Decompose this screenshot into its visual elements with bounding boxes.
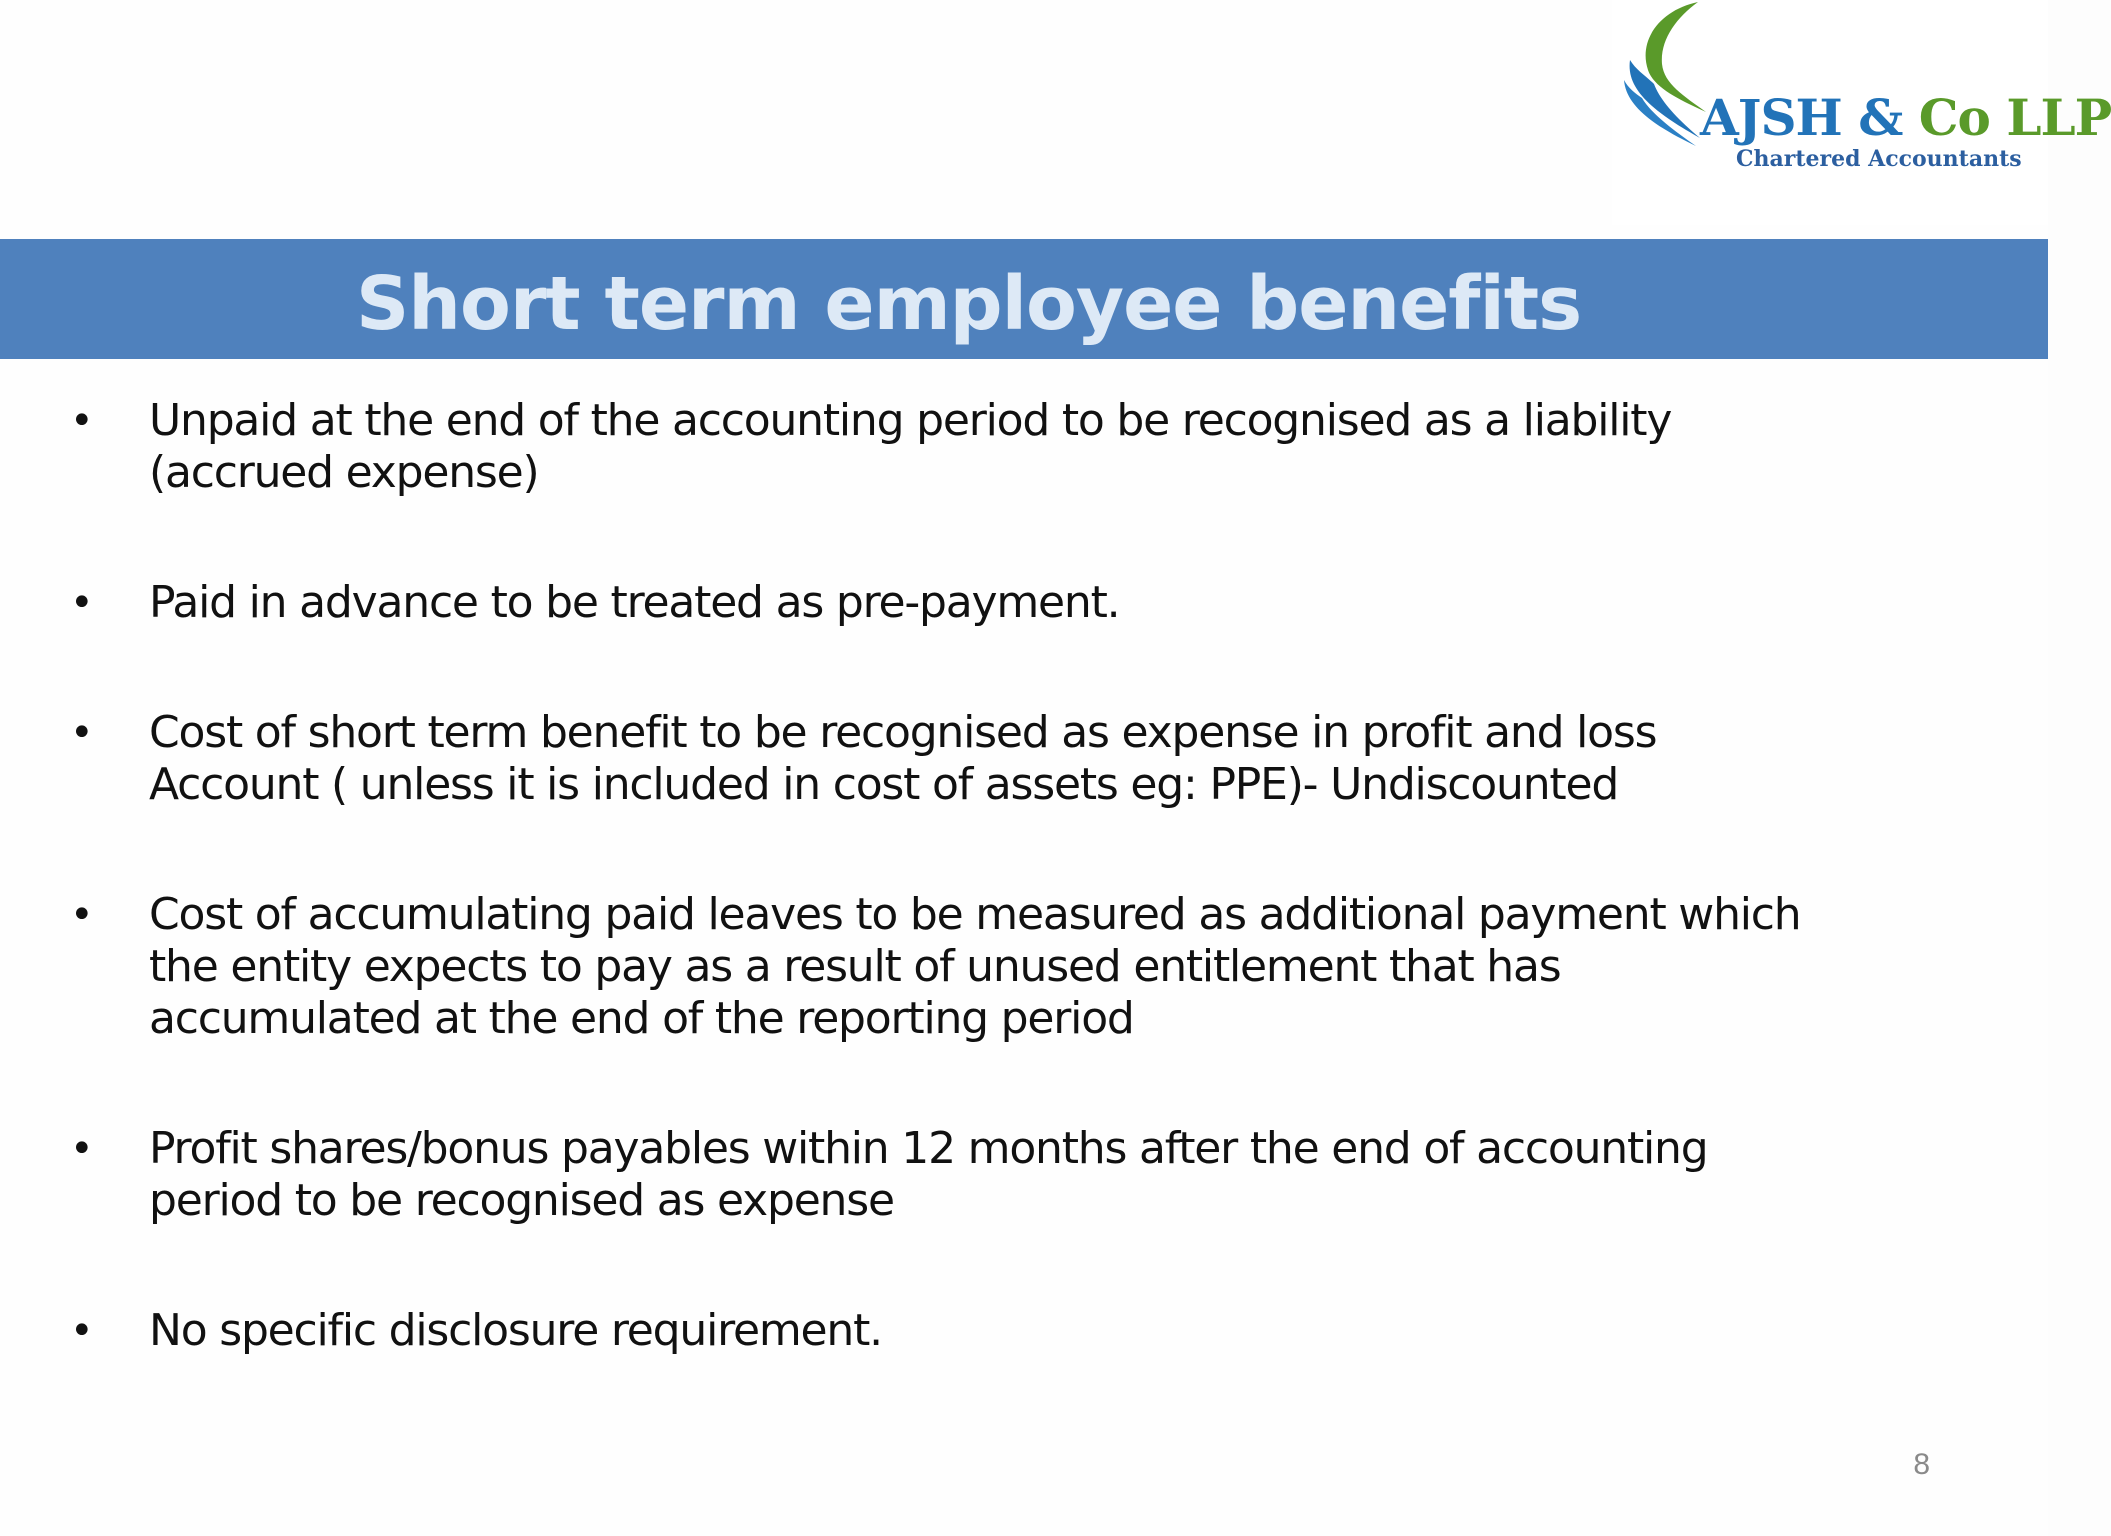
bullet-marker: • [70, 580, 94, 626]
bullet-text: Profit shares/bonus payables within 12 months after the end of accounting period to be recognised as expense [149, 1123, 1708, 1226]
logo-tagline: Chartered Accountants [1736, 146, 2022, 172]
company-logo [1612, 0, 2111, 225]
bullet-text: Cost of accumulating paid leaves to be measured as additional payment which the entity expects to pay as a result of unused entitlement that has accumulated at the end of the reporting period [149, 889, 1801, 1044]
bullet-marker: • [70, 1126, 94, 1172]
bullet-text: Unpaid at the end of the accounting period to be recognised as a liability (accrued expense) [149, 395, 1672, 498]
slide-title: Short term employee benefits [356, 261, 1582, 347]
logo-brand-main: AJSH & [1700, 88, 1919, 147]
bullet-marker: • [70, 710, 94, 756]
bullet-text: No specific disclosure requirement. [149, 1305, 882, 1356]
bullet-text: Cost of short term benefit to be recognised as expense in profit and loss Account ( unless it is included in cost of assets eg: PPE)- Undiscounted [149, 707, 1657, 810]
logo-brand-name [1700, 88, 2111, 148]
title-band [0, 239, 2048, 359]
bullet-marker: • [70, 1308, 94, 1354]
logo-brand-accent: Co LLP [1918, 88, 2111, 147]
bullet-marker: • [70, 892, 94, 938]
bullet-marker: • [70, 398, 94, 444]
page-number: 8 [1913, 1448, 1930, 1481]
bullet-text: Paid in advance to be treated as pre-payment. [149, 577, 1120, 628]
